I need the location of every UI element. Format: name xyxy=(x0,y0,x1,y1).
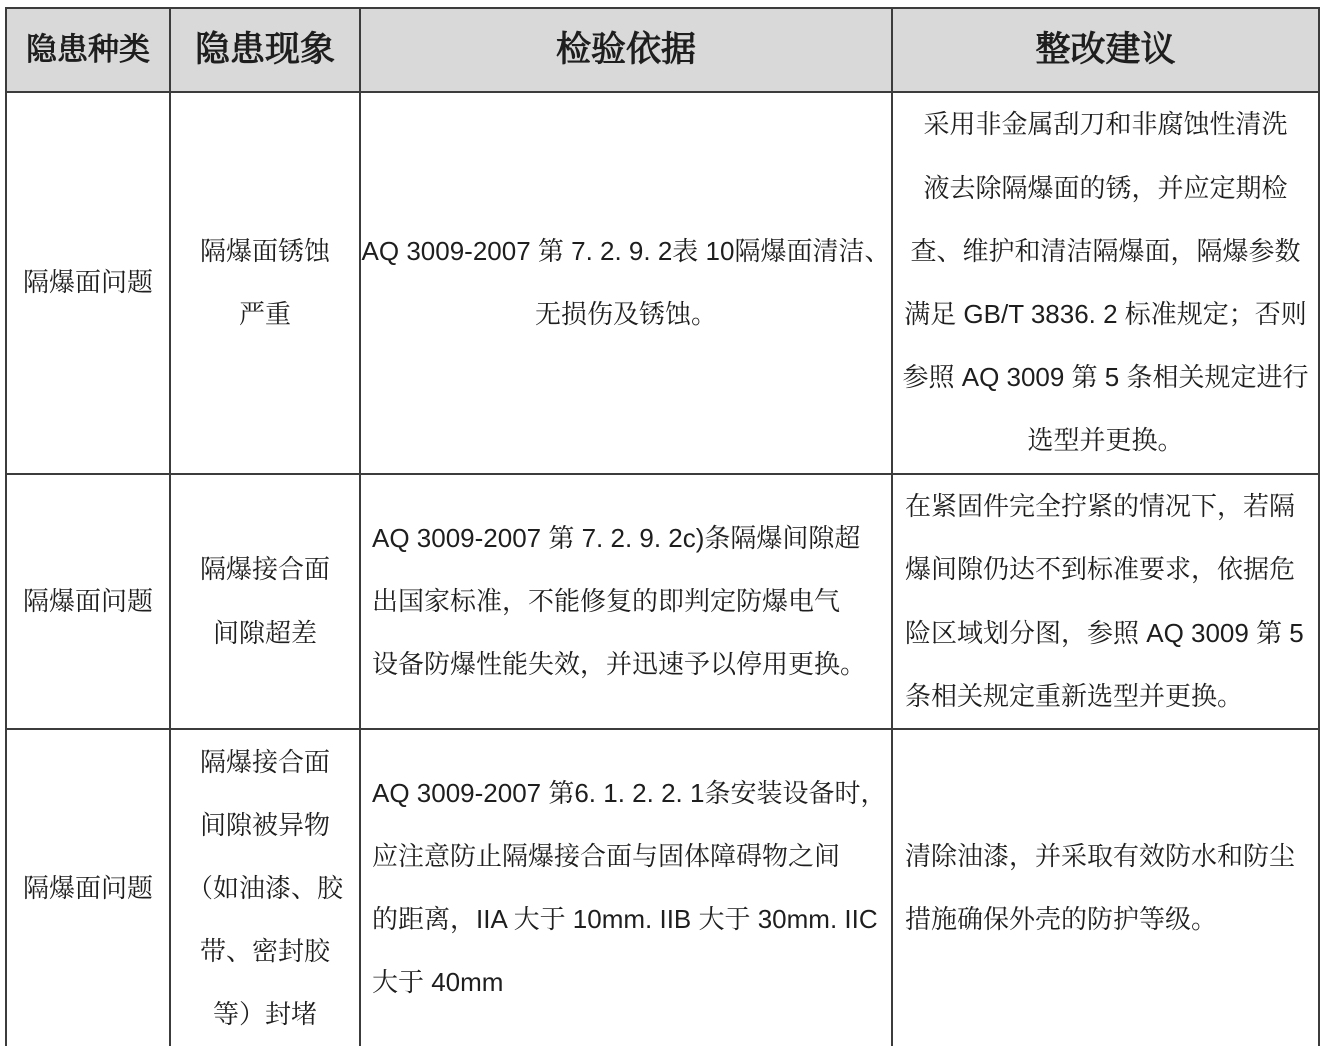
text-line: 带、密封胶 xyxy=(199,935,330,966)
text-line: 等）封堵 xyxy=(212,998,317,1029)
text-line: 满足 GB/T 3836. 2 标准规定；否则 xyxy=(904,299,1307,329)
header-inspection-basis-label: 检验依据 xyxy=(555,30,696,69)
text-line: 采用非金属刮刀和非腐蚀性清洗 xyxy=(923,109,1288,140)
hazard-table xyxy=(5,7,1320,1046)
text-line: 的距离，IIA 大于 10mm. IIB 大于 30mm. IIC xyxy=(372,904,878,934)
text-line: 隔爆接合面 xyxy=(199,554,330,585)
text-line: 间隙超差 xyxy=(212,617,317,648)
text-line: 清除油漆，并采取有效防水和防尘 xyxy=(905,841,1296,871)
text-line: AQ 3009-2007 第6. 1. 2. 2. 1条安装设备时， xyxy=(372,778,887,808)
text-line: 在紧固件完全拧紧的情况下，若隔 xyxy=(905,491,1296,522)
table-row xyxy=(7,93,1320,475)
cell-rectification-advice xyxy=(893,93,1320,475)
text-line: 无损伤及锈蚀。 xyxy=(534,299,717,329)
table-header-row xyxy=(7,9,1320,93)
cell-hazard-phenomenon xyxy=(171,475,361,730)
text-line: 措施确保外壳的防护等级。 xyxy=(905,904,1218,934)
text-line: AQ 3009-2007 第 7. 2. 9. 2c)条隔爆间隙超 xyxy=(372,522,861,553)
text-line: 液去除隔爆面的锈，并应定期检 xyxy=(923,172,1288,203)
text-line: 大于 40mm xyxy=(372,967,504,997)
cell-hazard-phenomenon xyxy=(171,93,361,475)
text-line: AQ 3009-2007 第 7. 2. 9. 2表 10隔爆面清洁、 xyxy=(361,235,891,266)
header-cell-hazard-phenomenon xyxy=(171,9,361,93)
text-line: 隔爆面锈蚀 xyxy=(199,235,330,266)
text-line: 隔爆接合面 xyxy=(199,746,330,777)
text-line: 参照 AQ 3009 第 5 条相关规定进行 xyxy=(902,362,1309,393)
text-line: 选型并更换。 xyxy=(1027,425,1184,456)
header-cell-inspection-basis xyxy=(361,9,893,93)
cell-inspection-basis xyxy=(361,730,893,1046)
cell-hazard-phenomenon xyxy=(171,730,361,1046)
cell-hazard-type xyxy=(7,475,171,730)
cell-rectification-advice xyxy=(893,730,1320,1046)
text-line: 隔爆面问题 xyxy=(22,585,153,616)
header-cell-rectification-advice xyxy=(893,9,1320,93)
text-line: 隔爆面问题 xyxy=(22,872,153,903)
cell-inspection-basis xyxy=(361,93,893,475)
cell-inspection-basis xyxy=(361,475,893,730)
text-line: 应注意防止隔爆接合面与固体障碍物之间 xyxy=(372,841,841,871)
cell-hazard-type xyxy=(7,730,171,1046)
text-line: 严重 xyxy=(238,299,291,329)
text-line: 查、维护和清洁隔爆面，隔爆参数 xyxy=(910,235,1301,266)
text-line: 爆间隙仍达不到标准要求，依据危 xyxy=(905,554,1296,585)
text-line: 出国家标准，不能修复的即判定防爆电气 xyxy=(372,585,841,616)
header-hazard-type-label: 隐患种类 xyxy=(26,32,150,67)
table-row xyxy=(7,475,1320,730)
cell-rectification-advice xyxy=(893,475,1320,730)
header-hazard-phenomenon-label: 隐患现象 xyxy=(194,30,335,69)
text-line: （如油漆、胶 xyxy=(186,872,343,903)
header-rectification-advice-label: 整改建议 xyxy=(1035,30,1176,69)
header-cell-hazard-type xyxy=(7,9,171,93)
text-line: 条相关规定重新选型并更换。 xyxy=(905,680,1244,711)
cell-hazard-type xyxy=(7,93,171,475)
text-line: 间隙被异物 xyxy=(199,809,330,840)
table-row xyxy=(7,730,1320,1046)
text-line: 险区域划分图，参照 AQ 3009 第 5 xyxy=(905,617,1304,648)
text-line: 设备防爆性能失效，并迅速予以停用更换。 xyxy=(372,649,867,680)
text-line: 隔爆面问题 xyxy=(22,267,153,298)
